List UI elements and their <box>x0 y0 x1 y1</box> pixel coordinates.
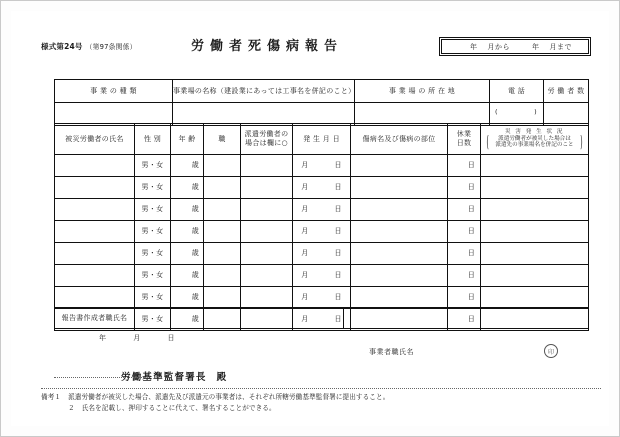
cell-accident-situation[interactable] <box>481 287 589 309</box>
footnote-2-text: 氏名を記載し、押印することに代えて、署名することができる。 <box>81 404 276 412</box>
situation-note-line2: 派遣先の事業場名を併記のこと <box>495 142 574 149</box>
cell-rest-days[interactable]: 日 <box>448 265 481 287</box>
cell-injury-description[interactable] <box>351 243 448 265</box>
table-row <box>55 243 589 265</box>
cell-injury-description[interactable] <box>351 221 448 243</box>
page-title: 労働者死傷病報告 <box>191 39 344 54</box>
business-info-table <box>54 79 589 126</box>
cell-rest-days[interactable]: 日 <box>448 155 481 177</box>
cell-gender[interactable]: 男・女 <box>135 177 171 199</box>
cell-accident-situation[interactable] <box>481 155 589 177</box>
footnote-1 <box>41 391 389 401</box>
cell-rest-days[interactable]: 日 <box>448 221 481 243</box>
cell-dispatch-mark[interactable] <box>241 155 293 177</box>
addressee-honorific: 殿 <box>216 372 228 383</box>
header-dispatch-mark <box>241 124 293 155</box>
cell-dispatch-mark[interactable] <box>241 199 293 221</box>
cell-gender[interactable]: 男・女 <box>135 243 171 265</box>
footnote-2-number: ２ <box>68 404 75 412</box>
rest-days-line2: 日数 <box>456 139 472 147</box>
cell-occurrence-date[interactable]: 月 日 <box>293 221 351 243</box>
reporter-table <box>54 307 589 329</box>
footnote-1-number: 備考１ <box>41 393 62 401</box>
cell-victim-name[interactable] <box>55 265 135 287</box>
table-row <box>55 221 589 243</box>
dispatch-note-line2: 場合は欄に○ <box>245 139 288 147</box>
header-phone: 電 話 <box>490 80 544 103</box>
period-year-to: 年 <box>532 42 540 51</box>
table-row <box>55 177 589 199</box>
cell-injury-description[interactable] <box>351 177 448 199</box>
business-header-row <box>55 80 589 103</box>
phone-open-paren: ( <box>495 108 498 117</box>
employer-signature-label: 事業者職氏名 <box>369 348 414 356</box>
victim-header-row <box>55 124 589 155</box>
cell-occurrence-date[interactable]: 月 日 <box>293 177 351 199</box>
header-workplace-address: 事 業 場 の 所 在 地 <box>355 80 490 103</box>
form-header <box>41 35 601 61</box>
dispatch-note-line1: 派遣労働者の <box>244 130 289 139</box>
cell-accident-situation[interactable] <box>481 177 589 199</box>
header-occupation-left: 職 <box>204 124 241 155</box>
cell-occurrence-date[interactable]: 月 日 <box>293 199 351 221</box>
cell-gender[interactable]: 男・女 <box>135 287 171 309</box>
cell-age[interactable]: 歳 <box>171 177 204 199</box>
cell-dispatch-mark[interactable] <box>241 221 293 243</box>
period-year-from: 年 <box>470 42 478 51</box>
report-date-day: 日 <box>167 334 175 342</box>
header-occurrence-date: 発 生 月 日 <box>293 124 351 155</box>
victim-rows-body <box>55 155 589 331</box>
cell-rest-days[interactable]: 日 <box>448 199 481 221</box>
cell-gender[interactable]: 男・女 <box>135 199 171 221</box>
cell-dispatch-mark[interactable] <box>241 177 293 199</box>
situation-title: 災 害 発 生 状 況 <box>505 128 564 135</box>
reporting-period-inner <box>441 39 588 53</box>
divider-long <box>41 388 601 389</box>
form-number <box>41 41 137 52</box>
seal-stamp-icon: 印 <box>544 344 558 358</box>
cell-rest-days[interactable]: 日 <box>448 309 481 331</box>
table-row <box>55 265 589 287</box>
header-accident-situation <box>481 124 589 155</box>
cell-victim-name[interactable] <box>55 221 135 243</box>
header-injury-name-part: 傷病名及び傷病の部位 <box>351 124 448 155</box>
form-sheet <box>11 11 609 426</box>
cell-accident-situation[interactable] <box>481 265 589 287</box>
cell-dispatch-mark[interactable] <box>241 287 293 309</box>
cell-gender[interactable]: 男・女 <box>135 221 171 243</box>
cell-occupation[interactable] <box>204 199 241 221</box>
header-rest-days <box>448 124 481 155</box>
table-row <box>55 199 589 221</box>
cell-occurrence-date[interactable]: 月 日 <box>293 155 351 177</box>
cell-accident-situation[interactable] <box>481 199 589 221</box>
phone-close-paren: ) <box>534 108 537 117</box>
period-month-to: 月まで <box>549 42 572 51</box>
form-article-ref: （第97条関係） <box>85 43 137 51</box>
cell-occurrence-date[interactable]: 月 日 <box>293 287 351 309</box>
cell-gender[interactable]: 男・女 <box>135 265 171 287</box>
reporting-period-box <box>439 37 591 56</box>
cell-rest-days[interactable]: 日 <box>448 287 481 309</box>
cell-occurrence-date[interactable]: 月 日 <box>293 309 351 331</box>
header-workplace-name: 事業場の名称（建設業にあっては工事名を併記のこと） <box>173 80 355 103</box>
cell-age[interactable]: 歳 <box>171 265 204 287</box>
cell-age[interactable]: 歳 <box>171 221 204 243</box>
cell-accident-situation[interactable] <box>481 221 589 243</box>
cell-dispatch-mark[interactable] <box>241 265 293 287</box>
cell-age[interactable]: 歳 <box>171 155 204 177</box>
cell-accident-situation[interactable] <box>481 243 589 265</box>
cell-age[interactable]: 歳 <box>171 199 204 221</box>
situation-note <box>486 136 582 150</box>
addressee-line <box>121 369 227 383</box>
cell-victim-name[interactable] <box>55 155 135 177</box>
cell-dispatch-mark[interactable] <box>241 243 293 265</box>
cell-injury-description[interactable] <box>351 155 448 177</box>
header-age: 年 齢 <box>171 124 204 155</box>
cell-occupation[interactable] <box>204 221 241 243</box>
victim-records-table <box>54 123 589 331</box>
header-gender: 性 別 <box>135 124 171 155</box>
cell-occupation[interactable] <box>204 177 241 199</box>
report-date-month: 月 <box>133 334 141 342</box>
cell-occurrence-date[interactable]: 月 日 <box>293 243 351 265</box>
header-victim-name: 被災労働者の氏名 <box>55 124 135 155</box>
form-number-text: 様式第24号 <box>41 42 83 51</box>
cell-age[interactable]: 歳 <box>171 287 204 309</box>
cell-rest-days[interactable]: 日 <box>448 243 481 265</box>
cell-victim-name[interactable] <box>55 243 135 265</box>
report-date-line <box>99 333 175 343</box>
report-date-year: 年 <box>99 334 107 342</box>
cell-victim-name[interactable] <box>55 177 135 199</box>
label-reporter-name: 報告書作成者職氏名 <box>55 308 135 329</box>
field-reporter-name[interactable] <box>135 308 344 329</box>
cell-occurrence-date[interactable]: 月 日 <box>293 265 351 287</box>
cell-age[interactable]: 歳 <box>171 309 204 331</box>
cell-victim-name[interactable] <box>55 287 135 309</box>
cell-rest-days[interactable]: 日 <box>448 177 481 199</box>
cell-injury-description[interactable] <box>351 265 448 287</box>
header-business-type: 事 業 の 種 類 <box>55 80 173 103</box>
cell-occupation[interactable] <box>204 265 241 287</box>
reporter-row <box>55 308 589 329</box>
reporter-blank-cell <box>344 308 589 329</box>
cell-gender[interactable]: 男・女 <box>135 155 171 177</box>
footnote-2 <box>68 402 276 412</box>
period-month-from: 月から <box>487 42 510 51</box>
cell-occupation[interactable] <box>204 287 241 309</box>
table-row <box>55 155 589 177</box>
cell-occupation[interactable] <box>204 243 241 265</box>
footnote-1-text: 派遣労働者が被災した場合、派遣先及び派遣元の事業者は、それぞれ所轄労働基準監督署に提出すること。 <box>68 393 390 401</box>
phone-paren-group <box>490 108 543 116</box>
header-worker-count: 労 働 者 数 <box>544 80 589 103</box>
table-row <box>55 287 589 309</box>
cell-gender[interactable]: 男・女 <box>135 309 171 331</box>
labor-standards-office: 労働基準監督署長 <box>121 372 207 383</box>
cell-victim-name[interactable] <box>55 199 135 221</box>
divider-short <box>54 377 144 378</box>
rest-days-line1: 休業 <box>456 130 472 139</box>
cell-occupation[interactable] <box>204 155 241 177</box>
cell-injury-description[interactable] <box>351 199 448 221</box>
cell-age[interactable]: 歳 <box>171 243 204 265</box>
situation-note-line1: ( 派遣労働者が被災した場合は <box>498 135 571 142</box>
cell-injury-description[interactable] <box>351 287 448 309</box>
